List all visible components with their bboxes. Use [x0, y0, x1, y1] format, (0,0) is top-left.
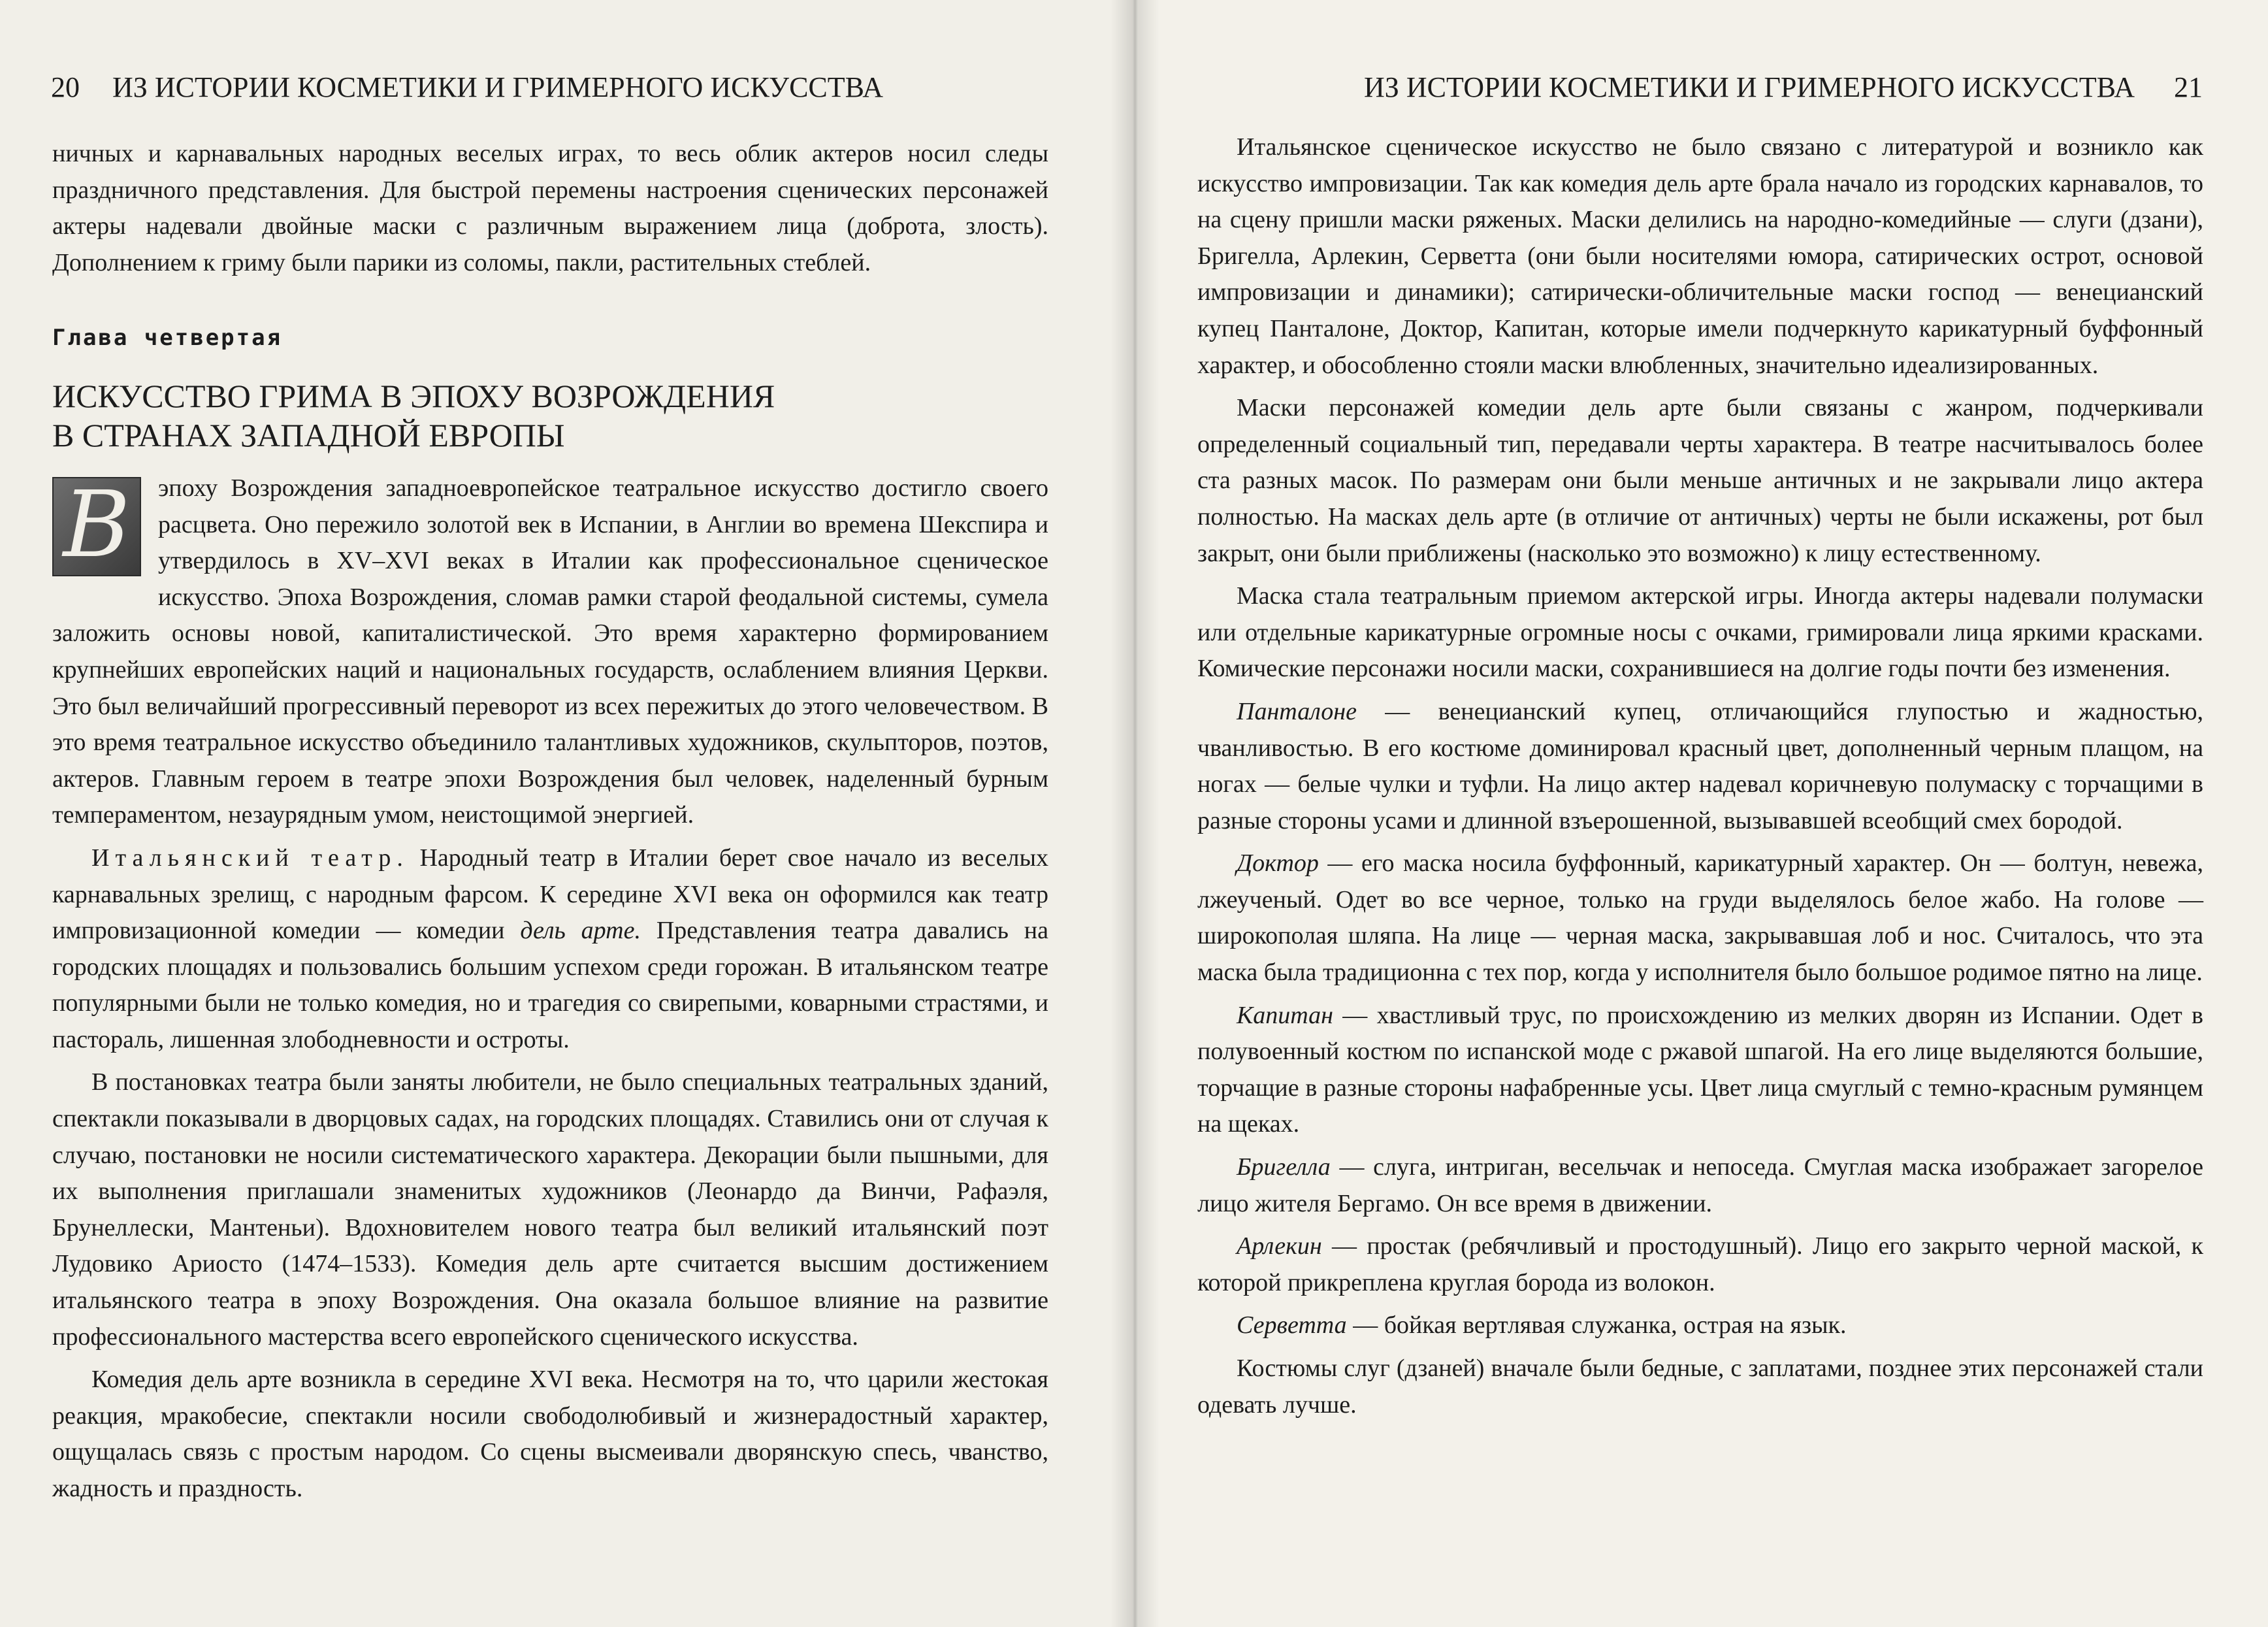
intro-paragraph	[52, 470, 1048, 834]
character-description: — простак (ребячливый и простодушный). Лицо его закрыто черной маской, к которой прикреплена круглая борода из волокон.	[1197, 1232, 2203, 1296]
intro-paragraph-text: эпоху Возрождения западноевропейское театральное искусство достигло своего расцвета. Оно пережило золотой век в Испании, в Англии во времена Шекспира и утвердилось в XV–XVI веках в Италии как профессиональное сценическое искусство. Эпоха Возрождения, сломав рамки старой феодальной системы, сумела заложить основы новой, капиталистической. Это время характерно формированием крупнейших европейских наций и национальных государств, ослаблением влияния Церкви. Это был величайший прогрессивный переворот из всех пережитых до этого человечеством. В это время театральное искусство объединило талантливых художников, скульпторов, поэтов, актеров. Главным героем в театре эпохи Возрождения был человек, наделенный бурным темпераментом, незаурядным умом, неистощимой энергией.	[52, 474, 1048, 829]
character-name: Серветта	[1237, 1311, 1347, 1339]
running-head-left	[51, 71, 883, 105]
page-number-left: 20	[51, 71, 80, 103]
chapter-title-line2: В СТРАНАХ ЗАПАДНОЙ ЕВРОПЫ	[52, 416, 565, 453]
italian-theatre-italic: дель арте.	[520, 917, 641, 945]
chapter-label: Глава четвертая	[52, 325, 283, 352]
running-head-title-right: ИЗ ИСТОРИИ КОСМЕТИКИ И ГРИМЕРНОГО ИСКУССТВА	[1364, 71, 2135, 103]
chapter-title	[52, 376, 1048, 455]
drop-cap-letter: В	[63, 471, 131, 578]
character-description: — бойкая вертлявая служанка, острая на язык.	[1346, 1311, 1847, 1339]
continued-paragraph: ничных и карнавальных народных веселых играх, то весь облик актеров носил следы праздничного представления. Для быстрой перемены настроения сценических персонажей актеры надевали двойные маски с различным выражением лица (доброта, злость). Дополнением к гриму были парики из соломы, пакли, растительных стеблей.	[52, 140, 1048, 276]
chapter-title-line1: ИСКУССТВО ГРИМА В ЭПОХУ ВОЗРОЖДЕНИЯ	[52, 377, 775, 414]
book-gutter-shadow	[1110, 0, 1159, 1627]
running-head-right	[1364, 71, 2203, 105]
character-name: Капитан	[1237, 1001, 1333, 1029]
italian-theatre-heading: Итальянский театр.	[91, 844, 409, 872]
right-body-text	[1197, 129, 2203, 1430]
masks-technique-paragraph: Маска стала театральным приемом актерской игры. Иногда актеры надевали полумаски или отдельные карикатурные огромные носы с очками, гримировали лица яркими красками. Комические персонажи носили маски, сохранившиеся на долгие годы почти без изменения.	[1197, 582, 2203, 683]
italian-theatre-text-after: Представления театра давались на городских площадях и пользовались большим успехом среди горожан. В итальянском театре популярными были не только комедия, но и трагедия со свирепыми, коварными страстями, и пастораль, лишенная злободневности и остроты.	[52, 917, 1048, 1053]
character-description: — слуга, интриган, весельчак и непоседа. Смуглая маска изображает загорелое лицо жителя Бергамо. Он все время в движении.	[1197, 1153, 2203, 1217]
character-description: — хвастливый трус, по происхождению из мелких дворян из Испании. Одет в полувоенный костюм по испанской моде с ржавой шпагой. На его лице выделяются большие, торчащие в разные стороны нафабренные усы. Цвет лица смуглый с темно-красным румянцем на щеках.	[1197, 1001, 2203, 1138]
right-page	[1133, 0, 2268, 1627]
character-brighella	[1197, 1149, 2203, 1222]
commedia-paragraph: Комедия дель арте возникла в середине XVI века. Несмотря на то, что царили жестокая реакция, мракобесие, спектакли носили свободолюбивый и жизнерадостный характер, ощущалась связь с простым народом. Со сцены высмеивали дворянскую спесь, чванство, жадность и праздность.	[52, 1366, 1048, 1502]
character-servetta	[1197, 1307, 2203, 1344]
character-name: Бригелла	[1237, 1153, 1331, 1181]
character-arlecchino	[1197, 1228, 2203, 1301]
character-description: — его маска носила буффонный, карикатурный характер. Он — болтун, невежа, лжеученый. Одет во все черное, только на груди выделялось белое жабо. На голове — широкополая шляпа. На лице — черная маска, закрывавшая лоб и нос. Считалось, что эта маска была традиционна с тех пор, когда у исполнителя было большое родимое пятно на лице.	[1197, 849, 2203, 987]
left-body-text	[52, 136, 1048, 1514]
masks-description-paragraph: Маски персонажей комедии дель арте были связаны с жанром, подчеркивали определенный социальный тип, передавали черты характера. В театре насчитывалось более ста разных масок. По размерам они были меньше античных и не закрывали лицо актера полностью. На масках дель арте (в отличие от античных) черты не были искажены, рот был закрыт, они были приближены (насколько это возможно) к лицу естественному.	[1197, 394, 2203, 567]
running-head-title-left: ИЗ ИСТОРИИ КОСМЕТИКИ И ГРИМЕРНОГО ИСКУССТВА	[112, 71, 883, 103]
italian-theatre-paragraph	[52, 840, 1048, 1059]
drop-cap-ornament	[52, 471, 141, 578]
italian-theatre-text-before: Народный театр в Италии берет свое начало из веселых карнавальных зрелищ, с народным фарсом. К середине XVI века он оформился как театр импровизационной комедии — комедии	[52, 844, 1048, 945]
character-name: Панталоне	[1237, 697, 1357, 725]
character-doctor	[1197, 846, 2203, 991]
character-name: Арлекин	[1237, 1232, 1322, 1260]
character-pantalone	[1197, 694, 2203, 839]
closing-paragraph: Костюмы слуг (дзаней) вначале были бедные, с заплатами, позднее этих персонажей стали одевать лучше.	[1197, 1355, 2203, 1419]
masks-intro-paragraph: Итальянское сценическое искусство не было связано с литературой и возникло как искусство импровизации. Так как комедия дель арте брала начало из городских карнавалов, то на сцену пришли маски ряженых. Маски делились на народно-комедийные — слуги (дзани), Бригелла, Арлекин, Серветта (они были носителями юмора, сатирических острот, основой импровизации и динамики); сатирически-обличительные маски господ — венецианский купец Панталоне, Доктор, Капитан, которые имели подчеркнуто карикатурный буффонный характер, и обособленно стояли маски влюбленных, значительно идеализированных.	[1197, 133, 2203, 379]
page-number-right: 21	[2174, 71, 2203, 103]
left-page	[0, 0, 1133, 1627]
character-name: Доктор	[1237, 849, 1319, 878]
character-description: — венецианский купец, отличающийся глупостью и жадностью, чванливостью. В его костюме доминировал красный цвет, дополненный черным плащом, на ногах — белые чулки и туфли. На лицо актер надевал коричневую полумаску с торчащими в разные стороны усами и длинной взъерошенной, вызывавшей всеобщий смех бородой.	[1197, 697, 2203, 834]
character-capitano	[1197, 998, 2203, 1143]
productions-paragraph: В постановках театра были заняты любители, не было специальных театральных зданий, спектакли показывали в дворцовых садах, на городских площадях. Ставились они от случая к случаю, постановки не носили систематического характера. Декорации были пышными, для их выполнения приглашали знаменитых художников (Леонардо да Винчи, Рафаэля, Брунеллески, Мантеньи). Вдохновителем нового театра был великий итальянский поэт Лудовико Ариосто (1474–1533). Комедия дель арте считается высшим достижением итальянского театра в эпоху Возрождения. Она оказала большое влияние на развитие профессионального мастерства всего европейского сценического искусства.	[52, 1068, 1048, 1351]
